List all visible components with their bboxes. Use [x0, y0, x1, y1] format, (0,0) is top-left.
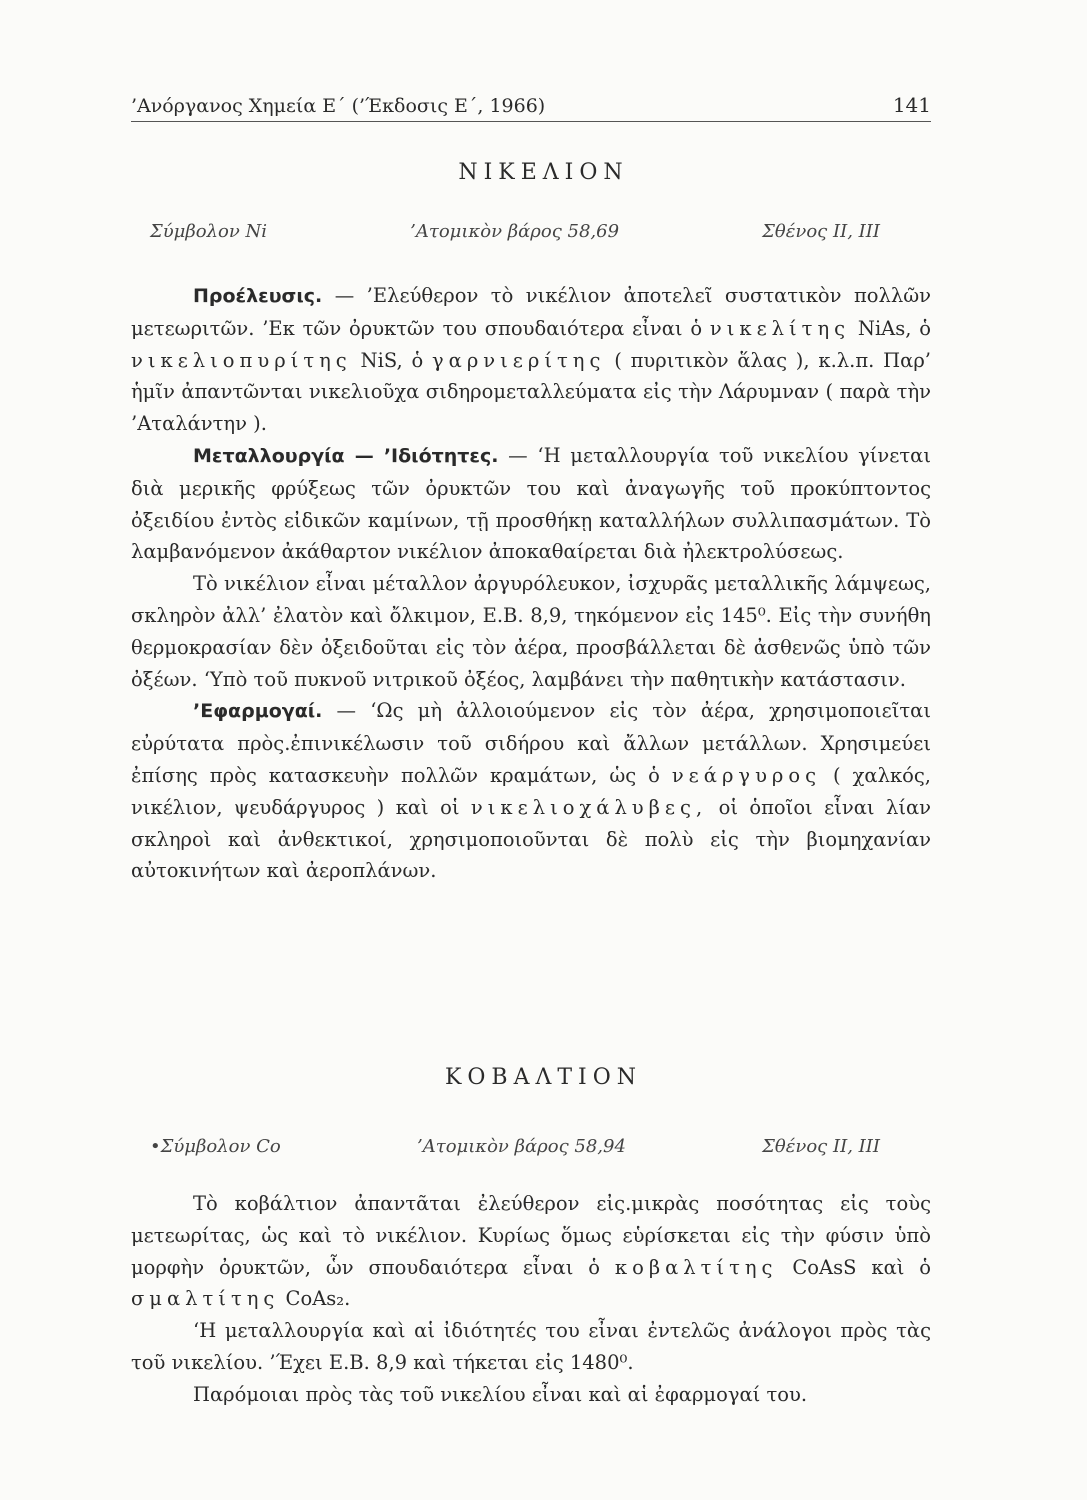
- mineral-garnierite: γαρνιερίτης: [432, 348, 606, 372]
- origin-text-4: ( πυριτικὸν ἅλας ), κ.λ.π. Παρ’ ἡμῖν ἀπαντῶνται νικελιοῦχα σιδηρομεταλλεύματα εἰς τὴν Λάρυμναν ( παρὰ τὴν ’Αταλάντην ).: [131, 348, 931, 436]
- origin-text-1: — ’Ελεύθερον τὸ νικέλιον ἀποτελεῖ συστατικὸν πολλῶν μετεωριτῶν. ’Εκ τῶν ὀρυκτῶν του σπουδαιότερα εἶναι ὁ: [131, 284, 931, 340]
- nickel-valence: Σθένος II, III: [762, 221, 880, 242]
- applications-text-2: ( χαλκός, νικέλιον, ψευδάργυρος ) καὶ οἱ: [131, 763, 931, 819]
- properties-paragraph: Τὸ νικέλιον εἶναι μέταλλον ἀργυρόλευκον, ἰσχυρᾶς μεταλλικῆς λάμψεως, σκληρὸν ἀλλ’ ἐλατὸν καὶ ὄλκιμον, Ε.Β. 8,9, τηκόμενον εἰς 145⁰. Εἰς τὴν συνήθη θερμοκρασίαν δὲν ὀξειδοῦται εἰς τὸν ἀέρα, προσβάλλεται δὲ ἀσθενῶς ὑπὸ τῶν ὀξέων. ‘Υπὸ τοῦ πυκνοῦ νιτρικοῦ ὀξέος, λαμβάνει τὴν παθητικὴν κατάστασιν.: [131, 572, 931, 691]
- metallurgy-text: — ‘Η μεταλλουργία τοῦ νικελίου γίνεται διὰ μερικῆς φρύξεως τῶν ὀρυκτῶν του καὶ ἀναγωγῆς τοῦ προκύπτοντος ὀξειδίου ἐντὸς εἰδικῶν καμίνων, τῇ προσθήκῃ καταλλήλων συλλιπασμάτων. Τὸ λαμβανόμενον ἀκάθαρτον νικέλιον ἀποκαθαίρεται διὰ ἠλεκτρολύσεως.: [131, 443, 931, 564]
- metallurgy-paragraph: [131, 440, 931, 568]
- origin-paragraph: [131, 280, 931, 440]
- applications-text-1: — ‘Ως μὴ ἀλλοιούμενον εἰς τὸν ἀέρα, χρησιμοποιεῖται εὐρύτατα πρὸς.ἐπινικέλωσιν τοῦ σιδήρου καὶ ἄλλων μετάλλων. Χρησιμεύει ἐπίσης πρὸς κατασκευὴν πολλῶν κραμάτων, ὡς ὁ: [131, 699, 931, 787]
- applications-paragraph: [131, 695, 931, 887]
- mineral-nickel-pyrite: νικελιοπυρίτης: [131, 348, 352, 372]
- alloy-nickel-silver: νεάργυρος: [671, 763, 822, 787]
- cobalt-title: ΚΟΒΑΛΤΙΟΝ: [444, 1065, 643, 1090]
- page-header: [131, 88, 931, 122]
- nickel-body: [131, 280, 931, 887]
- cobalt-properties-paragraph: ‘Η μεταλλουργία καὶ αἱ ἰδιότητές του εἶναι ἐντελῶς ἀνάλογοι πρὸς τὰς τοῦ νικελίου. ’Έχει Ε.Β. 8,9 καὶ τήκεται εἰς 1480⁰.: [131, 1319, 931, 1374]
- mineral-smaltite: σμαλτίτης: [131, 1287, 280, 1311]
- running-title: ’Ανόργανος Χημεία Ε΄ (’Έκδοσις Ε΄, 1966): [131, 95, 546, 117]
- applications-heading: ’Εφαρμογαί.: [193, 700, 323, 723]
- alloy-nickel-steel: νικελιοχάλυβες,: [470, 795, 708, 819]
- applications-text-3: οἱ ὁποῖοι εἶναι λίαν σκληροὶ καὶ ἀνθεκτικοί, χρησιμοποιοῦνται δὲ πολὺ εἰς τὴν βιομηχανίαν αὐτοκινήτων καὶ ἀεροπλάνων.: [131, 795, 931, 883]
- cobalt-valence: Σθένος II, III: [762, 1136, 880, 1157]
- origin-text-3: NiS, ὁ: [360, 348, 424, 372]
- cobalt-text-1: Τὸ κοβάλτιον ἀπαντᾶται ἐλεύθερον εἰς.μικρὰς ποσότητας εἰς τοὺς μετεωρίτας, ὡς καὶ τὸ νικέλιον. Κυρίως ὅμως εὑρίσκεται εἰς τὴν φύσιν ὑπὸ μορφὴν ὀρυκτῶν, ὧν σπουδαιότερα εἶναι ὁ: [131, 1192, 931, 1279]
- metallurgy-heading: Μεταλλουργία — ’Ιδιότητες.: [193, 444, 499, 467]
- cobalt-atomic-weight: ’Ατομικὸν βάρος 58,94: [417, 1136, 626, 1157]
- cobalt-text-3: CoAs₂.: [285, 1287, 351, 1311]
- cobalt-symbol: •Σύμβολον Co: [150, 1136, 281, 1157]
- mineral-cobaltite: κοβαλτίτης: [614, 1255, 778, 1279]
- cobalt-meta: [150, 1136, 880, 1157]
- nickel-title: ΝΙΚΕΛΙΟΝ: [458, 160, 629, 185]
- nickel-meta: [150, 221, 880, 242]
- nickel-symbol: Σύμβολον Ni: [150, 221, 268, 242]
- cobalt-body: [131, 1188, 931, 1411]
- nickel-atomic-weight: ’Ατομικὸν βάρος 58,69: [410, 221, 620, 242]
- cobalt-occurrence-paragraph: [131, 1188, 931, 1315]
- cobalt-text-2: CoAsS καὶ ὁ: [792, 1255, 932, 1279]
- mineral-nickeline: νικελίτης: [709, 316, 851, 340]
- origin-heading: Προέλευσις.: [193, 285, 323, 307]
- page-number: 141: [892, 93, 931, 117]
- origin-text-2: NiAs, ὁ: [857, 316, 932, 340]
- cobalt-applications-paragraph: Παρόμοιαι πρὸς τὰς τοῦ νικελίου εἶναι καὶ αἱ ἐφαρμογαί του.: [193, 1382, 808, 1406]
